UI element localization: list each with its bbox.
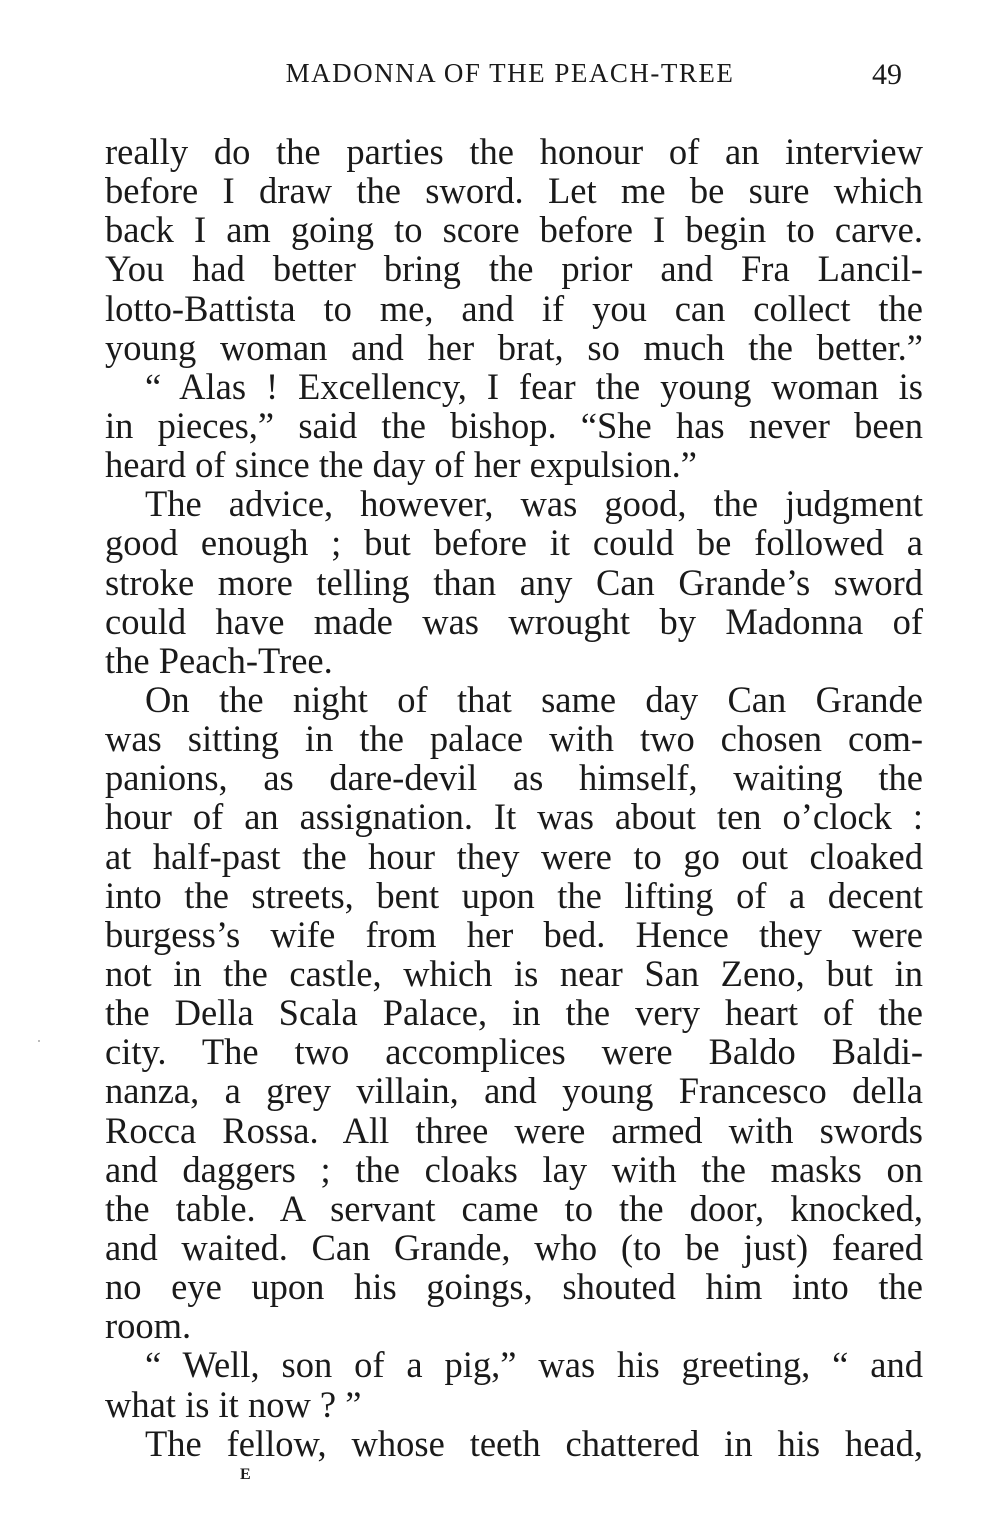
text-line: burgess’s wife from her bed. Hence they were xyxy=(105,913,923,955)
text-line: heard of since the day of her expulsion.” xyxy=(105,444,697,486)
text-line: not in the castle, which is near San Zeno, but in xyxy=(105,952,923,994)
text-line: city. The two accomplices were Baldo Baldi- xyxy=(105,1031,923,1073)
text-line: the table. A servant came to the door, knocked, xyxy=(105,1187,923,1229)
text-line: the Della Scala Palace, in the very heart of the xyxy=(105,992,923,1034)
text-line: could have made was wrought by Madonna of xyxy=(105,600,923,642)
text-line: into the streets, bent upon the lifting of a decent xyxy=(105,874,923,916)
text-line: panions, as dare-devil as himself, waiting the xyxy=(105,757,923,799)
page-number: 49 xyxy=(872,58,902,91)
text-line: The fellow, whose teeth chattered in his head, xyxy=(145,1422,923,1464)
text-line: was sitting in the palace with two chosen com- xyxy=(105,718,923,760)
text-line: stroke more telling than any Can Grande’s sword xyxy=(105,561,923,603)
paper-speck xyxy=(38,1040,40,1042)
text-line: and waited. Can Grande, who (to be just) feared xyxy=(105,1226,923,1268)
running-head-title: MADONNA OF THE PEACH-TREE xyxy=(285,58,735,88)
text-line: “ Well, son of a pig,” was his greeting, “ and xyxy=(145,1344,923,1386)
text-line: before I draw the sword. Let me be sure which xyxy=(105,170,923,212)
text-line: You had better bring the prior and Fra Lancil- xyxy=(105,248,923,290)
text-line: no eye upon his goings, shouted him into the xyxy=(105,1266,923,1308)
text-line: good enough ; but before it could be followed a xyxy=(105,522,923,564)
body-text xyxy=(105,132,923,1463)
text-line: On the night of that same day Can Grande xyxy=(145,678,923,720)
text-line: nanza, a grey villain, and young Francesco della xyxy=(105,1070,923,1112)
text-line: in pieces,” said the bishop. “She has never been xyxy=(105,404,923,446)
text-line: the Peach-Tree. xyxy=(105,639,333,681)
text-line: and daggers ; the cloaks lay with the masks on xyxy=(105,1148,923,1190)
text-line: really do the parties the honour of an interview xyxy=(105,131,923,172)
text-line: room. xyxy=(105,1305,192,1347)
text-line: The advice, however, was good, the judgment xyxy=(145,483,923,525)
text-line: “ Alas ! Excellency, I fear the young woman is xyxy=(145,365,923,407)
text-line: young woman and her brat, so much the better.” xyxy=(105,326,923,368)
text-line: back I am going to score before I begin to carve. xyxy=(105,209,923,251)
text-line: what is it now ? ” xyxy=(105,1383,362,1425)
text-line: Rocca Rossa. All three were armed with swords xyxy=(105,1109,923,1151)
text-line: at half-past the hour they were to go out cloaked xyxy=(105,835,923,877)
signature-mark: E xyxy=(240,1466,251,1483)
text-line: hour of an assignation. It was about ten o’clock : xyxy=(105,796,923,838)
text-line: lotto-Battista to me, and if you can collect the xyxy=(105,287,923,329)
